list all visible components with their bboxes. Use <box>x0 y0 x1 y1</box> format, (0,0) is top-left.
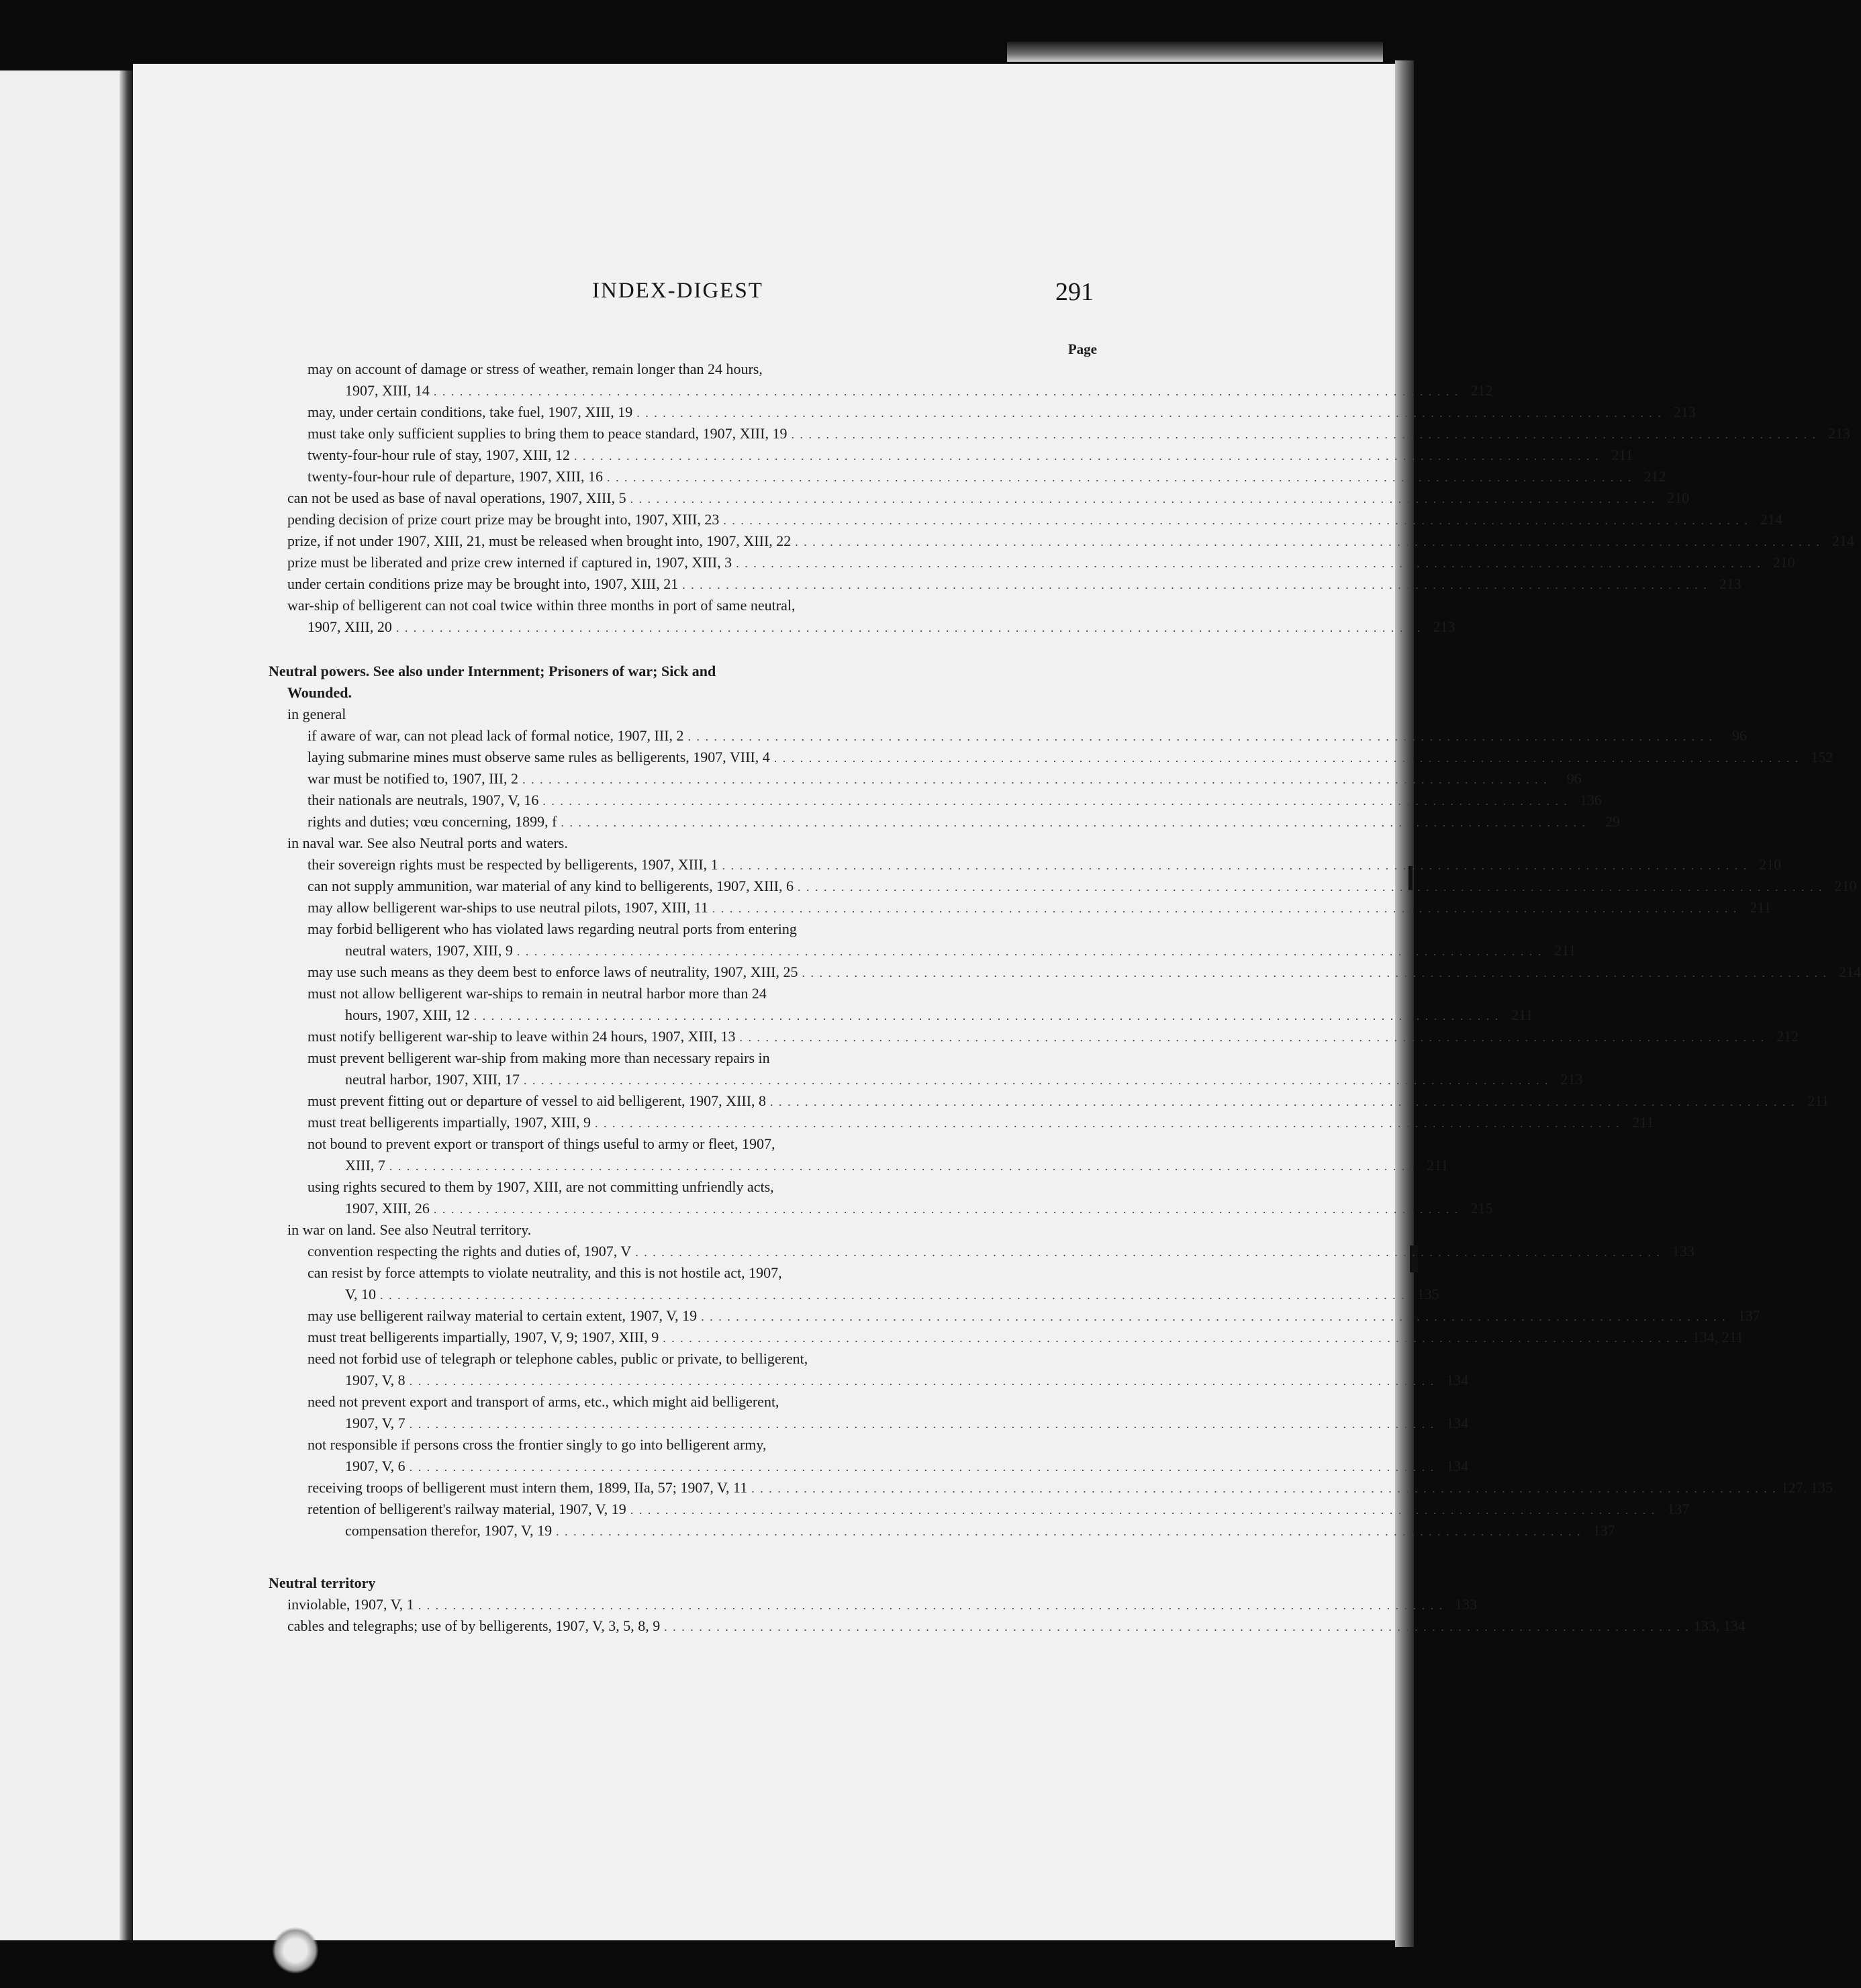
entry-text: 1907, XIII, 26 <box>345 1200 430 1217</box>
index-line <box>269 1572 1098 1594</box>
entry-text: can not be used as base of naval operations, 1907, XIII, 5 <box>287 489 626 506</box>
book-gutter <box>120 70 133 1940</box>
entry-text: pending decision of prize court prize may be brought into, 1907, XIII, 23 <box>287 511 720 528</box>
entry-page-ref: 137 <box>1667 1501 1690 1517</box>
entry-text: retention of belligerent's railway material, 1907, V, 19 <box>307 1501 626 1517</box>
entry-page-ref: 210 <box>1834 878 1857 894</box>
index-line <box>269 509 1782 530</box>
entry-text: must treat belligerents impartially, 1907, V, 9; 1907, XIII, 9 <box>307 1329 659 1345</box>
index-line <box>269 1594 1478 1615</box>
index-line <box>269 983 1098 1004</box>
entry-page-ref: 215 <box>1470 1200 1493 1217</box>
index-line <box>269 1176 1098 1198</box>
index-line <box>269 790 1602 811</box>
index-line <box>269 833 1098 854</box>
dot-leader <box>410 1456 1435 1478</box>
entry-text: Wounded. <box>287 684 352 701</box>
entry-text: may forbid belligerent who has violated laws regarding neutral ports from entering <box>307 920 797 937</box>
entry-text: not responsible if persons cross the frontier singly to go into belligerent army, <box>307 1436 767 1453</box>
entry-page-ref: 127, 135 <box>1780 1479 1833 1496</box>
index-line <box>269 1348 1098 1370</box>
entry-page-ref: 133 <box>1455 1596 1478 1613</box>
page-stack-edge <box>1395 60 1414 1947</box>
index-line <box>269 1499 1690 1520</box>
entry-text: 1907, V, 7 <box>345 1415 405 1431</box>
index-line <box>269 1434 1098 1456</box>
dot-leader <box>434 381 1460 402</box>
index-line <box>269 1241 1695 1262</box>
dot-leader <box>795 531 1821 553</box>
dot-leader <box>524 1070 1549 1091</box>
entry-page-ref: 134 <box>1446 1372 1469 1388</box>
dot-leader <box>522 769 1548 790</box>
page-smudge <box>272 1927 319 1974</box>
entry-text: 1907, V, 8 <box>345 1372 405 1388</box>
entry-page-ref: 137 <box>1592 1522 1615 1539</box>
left-page <box>0 70 125 1940</box>
index-line <box>269 1327 1744 1348</box>
index-line <box>269 595 1098 616</box>
index-line <box>269 918 1098 940</box>
entry-page-ref: 211 <box>1611 446 1633 463</box>
index-line <box>269 1262 1098 1284</box>
entry-text: can not supply ammunition, war material of any kind to belligerents, 1907, XIII, 6 <box>307 878 794 894</box>
dot-leader <box>636 402 1662 424</box>
entry-page-ref: 212 <box>1776 1028 1799 1045</box>
entry-page-ref: 214 <box>1760 511 1782 528</box>
entry-text: convention respecting the rights and duties of, 1907, V <box>307 1243 632 1260</box>
entry-text: V, 10 <box>345 1286 377 1303</box>
entry-text: inviolable, 1907, V, 1 <box>287 1596 414 1613</box>
entry-text: must prevent belligerent war-ship from making more than necessary repairs in <box>307 1049 770 1066</box>
index-line <box>269 1155 1449 1176</box>
dot-leader <box>722 855 1748 876</box>
index-line <box>269 487 1690 509</box>
index-line <box>269 530 1854 552</box>
page-column-label: Page <box>1067 341 1097 357</box>
entry-page-ref: 133, 134 <box>1693 1617 1746 1634</box>
index-line <box>269 444 1633 466</box>
index-line <box>269 1520 1615 1542</box>
entry-text: need not forbid use of telegraph or telephone cables, public or private, to belligerent, <box>307 1350 808 1367</box>
entry-page-ref: 212 <box>1643 468 1666 485</box>
entry-text: war must be notified to, 1907, III, 2 <box>307 770 519 787</box>
entry-text: cables and telegraphs; use of by belligerents, 1907, V, 3, 5, 8, 9 <box>287 1617 661 1634</box>
index-line <box>269 1413 1469 1434</box>
index-line <box>269 359 1098 380</box>
entry-text: may use such means as they deem best to enforce laws of neutrality, 1907, XIII, 25 <box>307 963 798 980</box>
dot-leader <box>802 962 1827 984</box>
dot-leader <box>798 876 1823 898</box>
index-line <box>269 1305 1760 1327</box>
index-line <box>269 401 1696 423</box>
entry-page-ref: 152 <box>1811 749 1833 765</box>
entry-text: laying submarine mines must observe same rules as belligerents, 1907, VIII, 4 <box>307 749 770 765</box>
entry-page-ref: 96 <box>1732 727 1747 744</box>
index-line <box>269 1219 1098 1241</box>
dot-leader <box>712 898 1738 919</box>
entry-page-ref: 213 <box>1560 1071 1583 1088</box>
entry-text: twenty-four-hour rule of departure, 1907, XIII, 16 <box>307 468 604 485</box>
entry-page-ref: 134 <box>1446 1458 1469 1474</box>
dot-leader <box>410 1370 1435 1392</box>
entry-text: may, under certain conditions, take fuel, 1907, XIII, 19 <box>307 404 633 420</box>
dot-leader <box>774 747 1800 769</box>
index-line <box>269 466 1666 487</box>
index-line <box>269 1047 1098 1069</box>
index-line <box>269 811 1620 833</box>
dot-leader <box>396 617 1422 638</box>
entry-text: hours, 1907, XIII, 12 <box>345 1006 470 1023</box>
entry-text: need not prevent export and transport of arms, etc., which might aid belligerent, <box>307 1393 779 1410</box>
dot-leader <box>701 1306 1727 1327</box>
entry-page-ref: 135 <box>1417 1286 1439 1303</box>
entry-page-ref: 134 <box>1446 1415 1469 1431</box>
entry-page-ref: 214 <box>1831 532 1854 549</box>
index-line <box>269 573 1741 595</box>
index-line <box>269 1615 1746 1637</box>
index-line <box>269 616 1456 638</box>
entry-text: Neutral powers. See also under Internment; Prisoners of war; Sick and <box>269 663 716 679</box>
dot-leader <box>434 1198 1460 1220</box>
index-line <box>269 1004 1533 1026</box>
dot-leader <box>751 1478 1777 1499</box>
dot-leader <box>380 1284 1406 1306</box>
entry-text: in war on land. See also Neutral territory. <box>287 1221 532 1238</box>
index-line <box>269 423 1850 444</box>
dot-leader <box>418 1595 1444 1616</box>
entry-text: not bound to prevent export or transport of things useful to army or fleet, 1907, <box>307 1135 775 1152</box>
entry-page-ref: 213 <box>1827 425 1850 442</box>
entry-page-ref: 212 <box>1470 382 1493 399</box>
dot-leader <box>542 790 1568 812</box>
running-head: INDEX-DIGEST <box>592 279 763 303</box>
entry-text: can resist by force attempts to violate neutrality, and this is not hostile act, 1907, <box>307 1264 782 1281</box>
entry-text: may on account of damage or stress of weather, remain longer than 24 hours, <box>307 361 763 377</box>
entry-text: 1907, V, 6 <box>345 1458 405 1474</box>
entry-page-ref: 211 <box>1511 1006 1533 1023</box>
dot-leader <box>517 941 1543 962</box>
entry-text: rights and duties; vœu concerning, 1899, f <box>307 813 557 830</box>
index-line <box>269 552 1795 573</box>
index-entries <box>269 359 1861 1637</box>
entry-page-ref: 214 <box>1838 963 1861 980</box>
entry-text: neutral harbor, 1907, XIII, 17 <box>345 1071 520 1088</box>
dot-leader <box>736 553 1762 574</box>
page-number: 291 <box>1055 278 1094 306</box>
index-line <box>269 1112 1654 1133</box>
index-line <box>269 1026 1799 1047</box>
entry-page-ref: 133 <box>1672 1243 1695 1260</box>
entry-page-ref: 211 <box>1750 899 1772 916</box>
entry-gap <box>269 1542 1098 1572</box>
entry-text: compensation therefor, 1907, V, 19 <box>345 1522 553 1539</box>
dot-leader <box>574 445 1600 467</box>
dot-leader <box>664 1616 1690 1638</box>
dot-leader <box>561 812 1587 833</box>
entry-text: twenty-four-hour rule of stay, 1907, XIII, 12 <box>307 446 570 463</box>
index-line <box>269 768 1582 790</box>
entry-page-ref: 210 <box>1772 554 1795 571</box>
entry-text: neutral waters, 1907, XIII, 9 <box>345 942 513 959</box>
entry-page-ref: 211 <box>1427 1157 1449 1174</box>
index-line <box>269 1090 1829 1112</box>
entry-text: XIII, 7 <box>345 1157 385 1174</box>
entry-text: receiving troops of belligerent must intern them, 1899, IIa, 57; 1907, V, 11 <box>307 1479 748 1496</box>
index-line <box>269 940 1576 961</box>
entry-page-ref: 136 <box>1579 792 1602 808</box>
entry-text: 1907, XIII, 20 <box>307 618 392 635</box>
entry-text: in naval war. See also Neutral ports and waters. <box>287 835 568 851</box>
index-line <box>269 747 1833 768</box>
index-line <box>269 380 1493 401</box>
dot-leader <box>389 1155 1415 1177</box>
dot-leader <box>770 1091 1796 1113</box>
index-line <box>269 1456 1469 1477</box>
dot-leader <box>688 726 1714 747</box>
entry-text: their sovereign rights must be respected by belligerents, 1907, XIII, 1 <box>307 856 718 873</box>
dot-leader <box>607 467 1633 488</box>
dot-leader <box>630 1499 1656 1521</box>
dot-leader <box>635 1241 1661 1263</box>
index-line <box>269 725 1747 747</box>
entry-text: may use belligerent railway material to certain extent, 1907, V, 19 <box>307 1307 698 1324</box>
entry-page-ref: 211 <box>1554 942 1576 959</box>
index-line <box>269 875 1857 897</box>
dot-leader <box>410 1413 1435 1435</box>
index-line <box>269 1198 1493 1219</box>
dot-leader <box>723 510 1749 531</box>
entry-text: prize must be liberated and prize crew interned if captured in, 1907, XIII, 3 <box>287 554 732 571</box>
entry-text: must notify belligerent war-ship to leave within 24 hours, 1907, XIII, 13 <box>307 1028 736 1045</box>
dot-leader <box>595 1113 1621 1134</box>
dot-leader <box>630 488 1656 510</box>
entry-page-ref: 210 <box>1667 489 1690 506</box>
entry-text: must take only sufficient supplies to bring them to peace standard, 1907, XIII, 19 <box>307 425 788 442</box>
entry-text: their nationals are neutrals, 1907, V, 16 <box>307 792 539 808</box>
dot-leader <box>556 1521 1582 1542</box>
dot-leader <box>739 1027 1765 1048</box>
entry-page-ref: 137 <box>1737 1307 1760 1324</box>
entry-page-ref: 211 <box>1807 1092 1829 1109</box>
dot-leader <box>474 1005 1500 1027</box>
page-top-edge <box>1007 42 1383 62</box>
entry-page-ref: 211 <box>1632 1114 1654 1131</box>
index-line <box>269 1477 1833 1499</box>
dot-leader <box>663 1327 1688 1349</box>
dot-leader <box>791 424 1817 445</box>
index-line <box>269 1370 1469 1391</box>
entry-text: if aware of war, can not plead lack of formal notice, 1907, III, 2 <box>307 727 684 744</box>
dot-leader <box>682 574 1708 596</box>
index-line <box>269 704 1098 725</box>
entry-text: in general <box>287 706 346 722</box>
entry-text: must treat belligerents impartially, 1907, XIII, 9 <box>307 1114 591 1131</box>
index-line <box>269 897 1772 918</box>
entry-text: using rights secured to them by 1907, XIII, are not committing unfriendly acts, <box>307 1178 774 1195</box>
entry-page-ref: 96 <box>1566 770 1582 787</box>
entry-page-ref: 29 <box>1605 813 1620 830</box>
index-line <box>269 1133 1098 1155</box>
entry-page-ref: 210 <box>1759 856 1782 873</box>
entry-page-ref: 213 <box>1673 404 1696 420</box>
index-line <box>269 854 1782 875</box>
entry-gap <box>269 638 1098 661</box>
entry-page-ref: 213 <box>1719 575 1741 592</box>
entry-text: must prevent fitting out or departure of vessel to aid belligerent, 1907, XIII, 8 <box>307 1092 767 1109</box>
entry-text: Neutral territory <box>269 1574 376 1591</box>
index-line <box>269 661 1098 682</box>
index-line <box>269 682 1098 704</box>
entry-text: must not allow belligerent war-ships to remain in neutral harbor more than 24 <box>307 985 767 1002</box>
entry-text: may allow belligerent war-ships to use neutral pilots, 1907, XIII, 11 <box>307 899 708 916</box>
index-line <box>269 1391 1098 1413</box>
entry-text: prize, if not under 1907, XIII, 21, must be released when brought into, 1907, XIII, 22 <box>287 532 792 549</box>
index-line <box>269 1069 1583 1090</box>
entry-text: under certain conditions prize may be brought into, 1907, XIII, 21 <box>287 575 679 592</box>
index-line <box>269 1284 1439 1305</box>
entry-page-ref: 213 <box>1433 618 1456 635</box>
entry-text: war-ship of belligerent can not coal twice within three months in port of same neutral, <box>287 597 796 614</box>
entry-text: 1907, XIII, 14 <box>345 382 430 399</box>
index-line <box>269 961 1861 983</box>
entry-page-ref: 134, 211 <box>1692 1329 1744 1345</box>
